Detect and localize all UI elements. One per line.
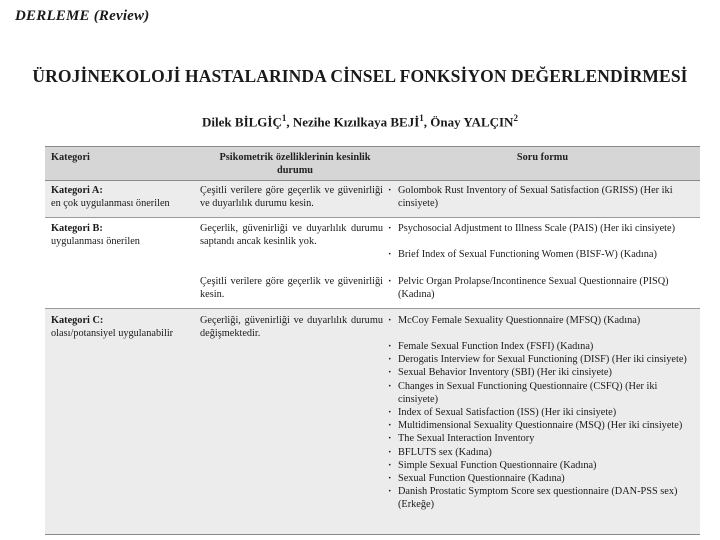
form-list <box>388 314 698 327</box>
author-list: Dilek BİLGİÇ$^1$, Nezihe Kızılkaya BEJİ$^1$, Önay YALÇIN$^2$ <box>202 113 518 130</box>
form-list <box>388 184 698 210</box>
list-item: · Danish Prostatic Symptom Score sex questionnaire (DAN-PSS sex) (Erkeğe) <box>388 485 698 511</box>
category-cell <box>51 314 196 340</box>
table-row <box>45 218 700 309</box>
psychometric-cell: Geçerlik, güvenirliği ve duyarlılık durumu saptandı ancak kesinlik yok. <box>200 223 383 248</box>
form-list <box>388 275 698 301</box>
list-item: · BFLUTS sex (Kadına) <box>388 446 698 459</box>
author-affiliation: 2 <box>513 113 518 123</box>
category-description: olası/potansiyel uygulanabilir <box>51 328 174 340</box>
category-name: Kategori B: <box>51 223 103 234</box>
list-item: · The Sexual Interaction Inventory <box>388 432 698 445</box>
author-affiliation: 1 <box>281 113 287 123</box>
list-item: · Simple Sexual Function Questionnaire (Kadına) <box>388 459 698 472</box>
category-cell <box>51 184 196 210</box>
category-name: Kategori A: <box>51 185 103 196</box>
list-item: · Female Sexual Function Index (FSFI) (Kadına) <box>388 340 698 353</box>
section-label: DERLEME (Review) <box>15 8 150 24</box>
category-description: uygulanması önerilen <box>51 236 140 248</box>
psychometric-cell: Geçerliği, güvenirliği ve duyarlılık durumu değişmektedir. <box>200 315 383 340</box>
article-title: ÜROJİNEKOLOJİ HASTALARINDA CİNSEL FONKSİYON DEĞERLENDİRMESİ <box>32 66 688 86</box>
author-affiliation: 1 <box>419 113 424 123</box>
list-item: · Psychosocial Adjustment to Illness Scale (PAIS) (Her iki cinsiyete) <box>388 222 698 235</box>
list-item: · Index of Sexual Satisfaction (ISS) (Her iki cinsiyete) <box>388 406 698 419</box>
category-description: en çok uygulanması önerilen <box>51 198 170 210</box>
header-category: Kategori <box>51 152 90 163</box>
table-row <box>45 309 700 534</box>
form-list <box>388 222 698 235</box>
author-name: Dilek BİLGİÇ <box>202 114 282 130</box>
author-name: Nezihe Kızılkaya BEJİ <box>292 114 420 130</box>
list-item: · Sexual Function Questionnaire (Kadına) <box>388 472 698 485</box>
header-form: Soru formu <box>516 152 569 163</box>
assessment-table <box>45 146 700 535</box>
author-name: Önay YALÇIN <box>430 114 514 130</box>
list-item: · Pelvic Organ Prolapse/Incontinence Sexual Questionnaire (PISQ) (Kadına) <box>388 275 698 301</box>
form-list <box>388 248 698 261</box>
table-header <box>45 147 700 181</box>
list-item: · Brief Index of Sexual Functioning Women (BISF-W) (Kadına) <box>388 248 698 261</box>
psychometric-cell: Çeşitli verilere göre geçerlik ve güvenirliği kesin. <box>200 276 383 301</box>
list-item: · Multidimensional Sexuality Questionnaire (MSQ) (Her iki cinsiyete) <box>388 419 698 432</box>
header-psychometric: Psikometrik özelliklerinin kesinlik durumu <box>219 152 371 177</box>
category-name: Kategori C: <box>51 315 104 326</box>
list-item: · Golombok Rust Inventory of Sexual Satisfaction (GRISS) (Her iki cinsiyete) <box>388 184 698 210</box>
category-cell <box>51 222 196 248</box>
list-item: · Derogatis Interview for Sexual Functioning (DISF) (Her iki cinsiyete) <box>388 353 698 366</box>
list-item: · McCoy Female Sexuality Questionnaire (MFSQ) (Kadına) <box>388 314 698 327</box>
list-item: · Sexual Behavior Inventory (SBI) (Her iki cinsiyete) <box>388 366 698 379</box>
psychometric-cell: Çeşitli verilere göre geçerlik ve güvenirliği ve duyarlılık durumu kesin. <box>200 185 383 210</box>
list-item: · Changes in Sexual Functioning Questionnaire (CSFQ) (Her iki cinsiyete) <box>388 380 698 406</box>
table-row <box>45 181 700 218</box>
form-list <box>388 340 698 512</box>
